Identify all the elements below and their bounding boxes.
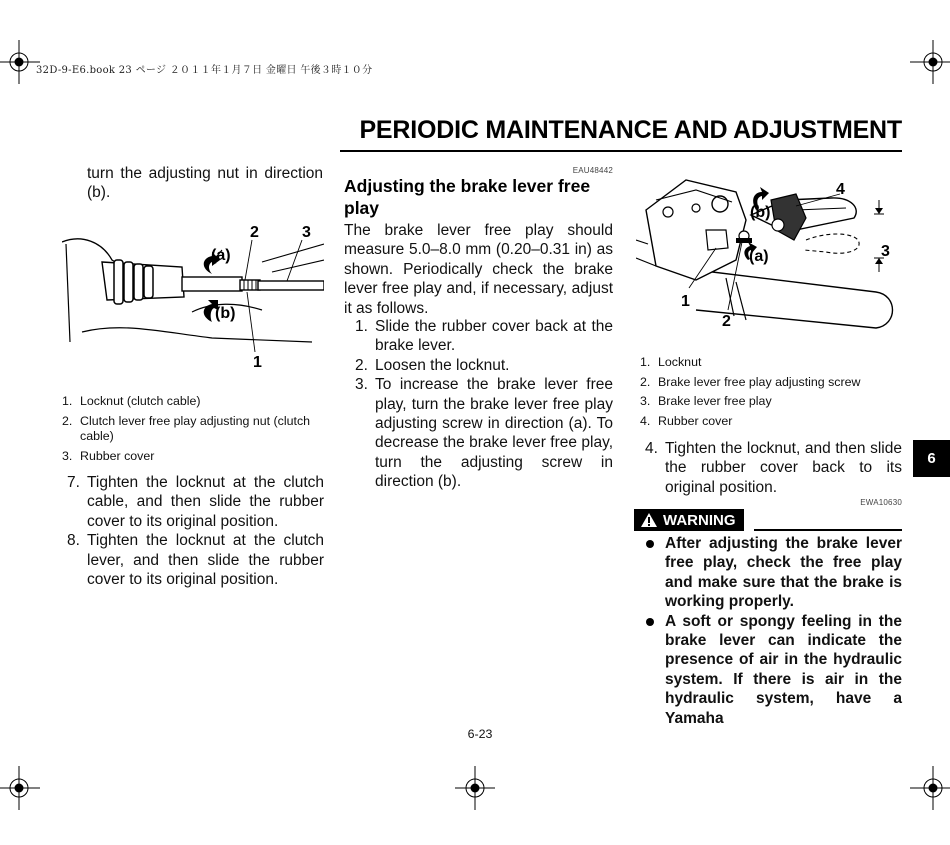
caption-item: 2. Brake lever free play adjusting screw (640, 374, 861, 389)
brake-lever-figure (636, 170, 902, 338)
crop-mark-top-right (910, 40, 950, 84)
fig2-label-2: 2 (722, 313, 731, 330)
crop-mark-bottom-right (910, 766, 950, 810)
caption-item: 2. Clutch lever free play adjusting nut (clutch cable) (62, 413, 311, 443)
step-1: 1. Slide the rubber cover back at the brake lever. (355, 318, 613, 355)
warning-code: EWA10630 (860, 498, 902, 507)
fig2-label-4: 4 (836, 181, 845, 198)
file-header: 32D-9-E6.book 23 ページ ２０１１年１月７日 金曜日 午後３時１０分 (36, 65, 373, 76)
warning-item: A soft or spongy feeling in the brake lever can indicate the presence of air in the hydraulic system. If there is air in the hydraulic system, have a Yamaha (634, 612, 902, 728)
warning-list (634, 534, 902, 728)
right-captions (640, 355, 902, 433)
caption-item: 4. Rubber cover (640, 413, 733, 428)
fig2-label-1: 1 (681, 293, 690, 310)
title-rule (340, 150, 902, 152)
section-heading: Adjusting the brake lever free play (344, 176, 591, 218)
fig2-label-b: (b) (750, 204, 771, 221)
step-2: 2. Loosen the locknut. (355, 356, 510, 374)
middle-steps (344, 317, 613, 492)
step-4: 4. Tighten the locknut, and then slide the rubber cover back to its original position. (645, 440, 902, 496)
warning-label-box (634, 509, 744, 531)
caption-item: 3. Brake lever free play (640, 394, 772, 408)
fig2-label-a: (a) (749, 248, 769, 265)
section-title: PERIODIC MAINTENANCE AND ADJUSTMENT (359, 116, 902, 144)
left-steps (56, 473, 324, 589)
caption-item: 1. Locknut (640, 355, 702, 369)
caption-item: 3. Rubber cover (62, 448, 155, 463)
bullet-icon (646, 540, 654, 548)
page-number: 6-23 (467, 727, 493, 741)
step-3: 3. To increase the brake lever free play, turn the brake lever free play adjusting screw in direction (a). To decrease the brake lever free play, turn the adjusting screw in direction (b). (355, 376, 613, 491)
intro-text: turn the adjusting nut in direction (b). (87, 165, 323, 202)
step-8: 8. Tighten the locknut at the clutch lever, and then slide the rubber cover to its original position. (67, 532, 324, 589)
fig1-label-1: 1 (253, 354, 262, 371)
warning-label: WARNING (663, 511, 736, 529)
intro-paragraph: The brake lever free play should measure 5.0–8.0 mm (0.20–0.31 in) as shown. Periodically check the brake lever free play and, if necessary, adjust it as follows. (344, 222, 613, 317)
warning-triangle-icon (640, 512, 658, 528)
crop-mark-top-left (0, 40, 40, 84)
warning-rule (754, 529, 902, 531)
crop-mark-bottom-left (0, 766, 40, 810)
bullet-icon (646, 618, 654, 626)
fig1-label-3: 3 (302, 224, 311, 241)
warning-item: After adjusting the brake lever free play, check the free play and make sure that the brake is working properly. (634, 534, 902, 612)
step-7: 7. Tighten the locknut at the clutch cable, and then slide the rubber cover to its original position. (67, 474, 324, 530)
clutch-cable-figure (62, 222, 324, 374)
left-captions (62, 394, 324, 468)
caption-item: 1. Locknut (clutch cable) (62, 394, 201, 408)
fig1-label-b: (b) (215, 305, 236, 322)
crop-mark-bottom-center (455, 766, 495, 810)
chapter-tab: 6 (913, 440, 950, 477)
fig1-label-2: 2 (250, 224, 259, 241)
fig2-label-3: 3 (881, 243, 890, 260)
section-code: EAU48442 (572, 166, 613, 175)
fig1-label-a: (a) (211, 247, 231, 264)
